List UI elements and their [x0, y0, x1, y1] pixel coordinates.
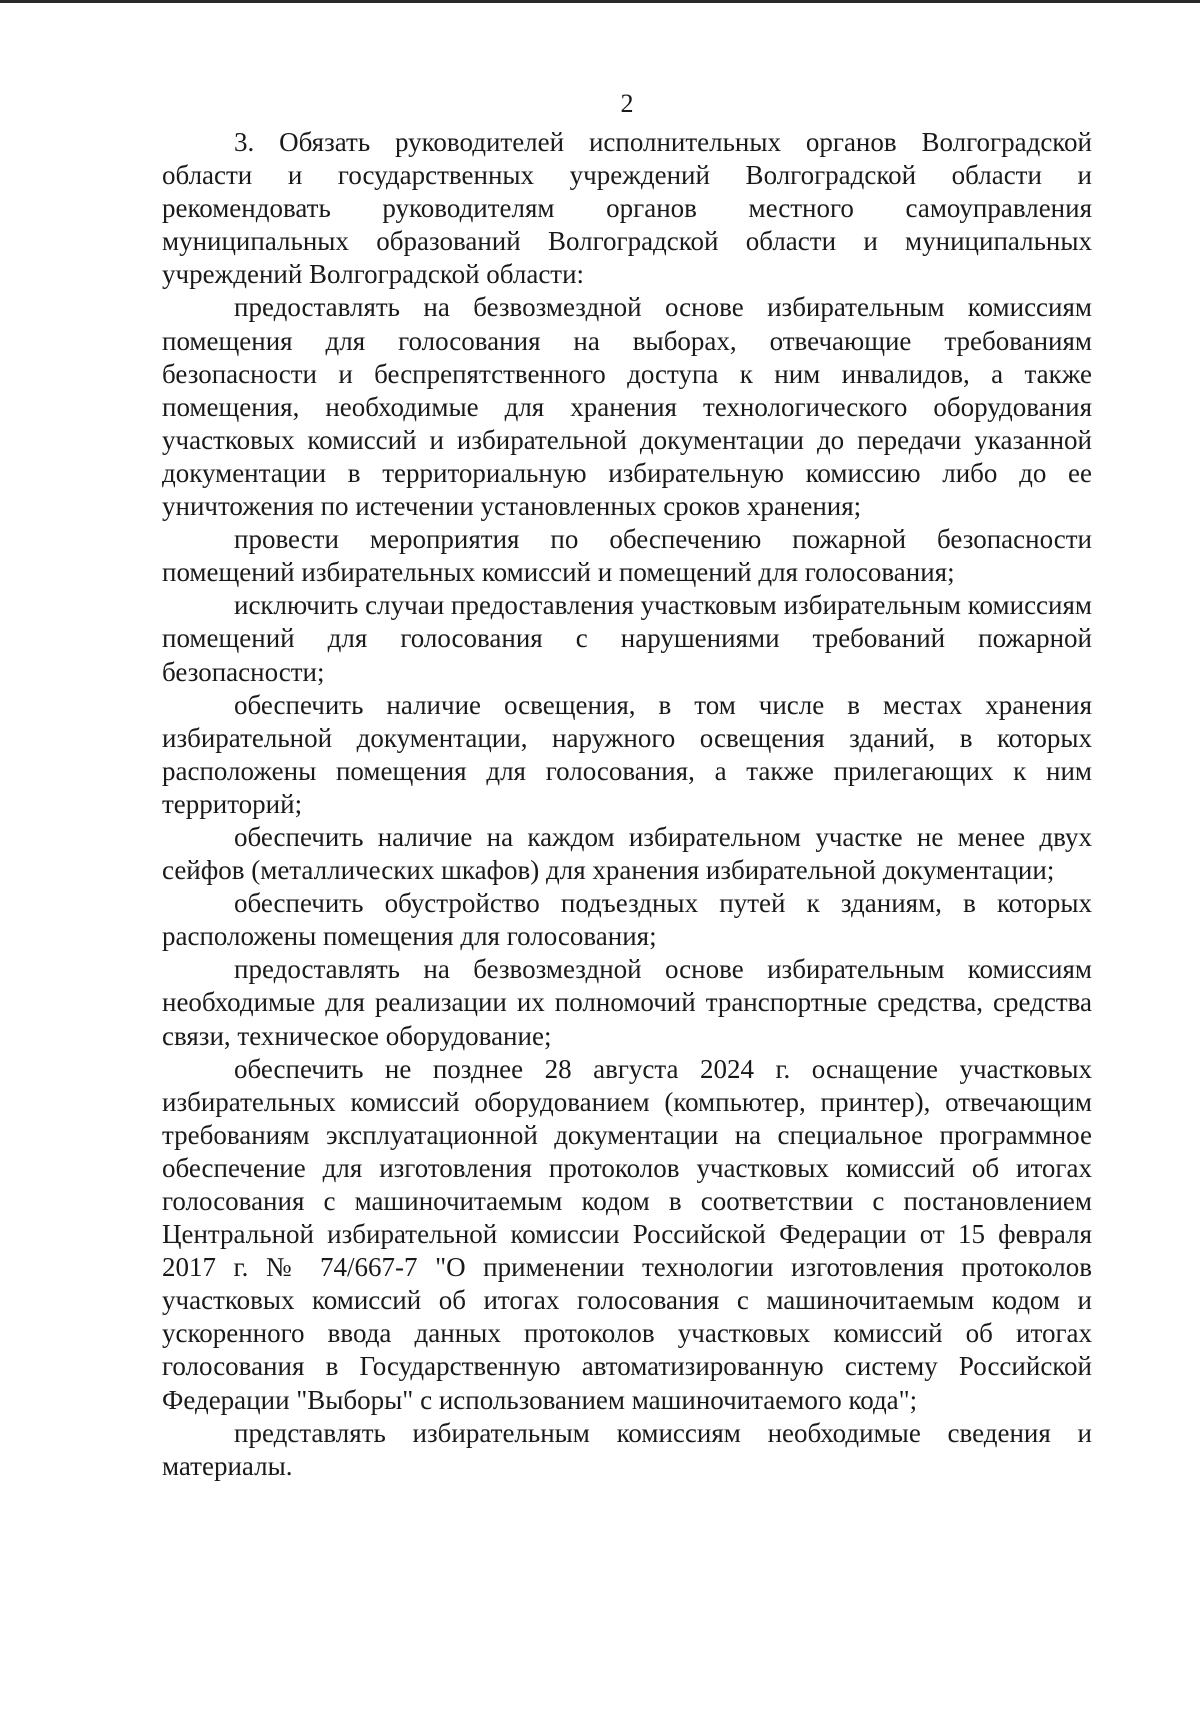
- paragraph-lighting: обеспечить наличие освещения, в том числе в местах хранения избирательной документации, наружного освещения зданий, в которых расположены помещения для голосования, а также прилегающих к ним территорий;: [162, 689, 1092, 819]
- paragraph-safes: обеспечить наличие на каждом избирательном участке не менее двух сейфов (металлических шкафов) для хранения избирательной документации;: [162, 821, 1092, 886]
- paragraph-exclude-violations: исключить случаи предоставления участковым избирательным комиссиям помещений для голосования с нарушениями требований пожарной безопасности;: [162, 590, 1092, 687]
- document-page: [162, 88, 1092, 1483]
- paragraph-computer-equipment: обеспечить не позднее 28 августа 2024 г. оснащение участковых избирательных комиссий оборудованием (компьютер, принтер), отвечающим требованиям эксплуатационной документации на специальное программное обеспечение для изготовления протоколов участковых комиссий об итогах голосования с машиночитаемым кодом в соответствии с постановлением Центральной избирательной комиссии Российской Федерации от 15 февраля 2017 г. № 74/667-7 "О применении технологии изготовления протоколов участковых комиссий об итогах голосования с машиночитаемым кодом и ускоренного ввода данных протоколов участковых комиссий об итогах голосования в Государственную автоматизированную систему Российской Федерации "Выборы" с использованием машиночитаемого кода";: [162, 1053, 1092, 1415]
- page-number: 2: [620, 89, 634, 118]
- paragraph-provide-premises: предоставлять на безвозмездной основе избирательным комиссиям помещения для голосования на выборах, отвечающие требованиям безопасности и беспрепятственного доступа к ним инвалидов, а также помещения, необходимые для хранения технологического оборудования участковых комиссий и избирательной документации до передачи указанной документации в территориальную избирательную комиссию либо до ее уничтожения по истечении установленных сроков хранения;: [162, 292, 1092, 522]
- paragraph-information-materials: представлять избирательным комиссиям необходимые сведения и материалы.: [162, 1417, 1092, 1481]
- paragraph-clause-3-intro: 3. Обязать руководителей исполнительных органов Волгоградской области и государственных учреждений Волгоградской области и рекомендовать руководителям органов местного самоуправления муниципальных образований Волгоградской области и муниципальных учреждений Волгоградской области:: [162, 127, 1092, 290]
- paragraph-transport-equipment: предоставлять на безвозмездной основе избирательным комиссиям необходимые для реализации их полномочий транспортные средства, средства связи, техническое оборудование;: [162, 954, 1092, 1051]
- paragraph-fire-safety-measures: провести мероприятия по обеспечению пожарной безопасности помещений избирательных комиссий и помещений для голосования;: [162, 524, 1092, 588]
- scan-top-edge: [0, 0, 1200, 3]
- paragraph-access-roads: обеспечить обустройство подъездных путей к зданиям, в которых расположены помещения для голосования;: [162, 888, 1092, 952]
